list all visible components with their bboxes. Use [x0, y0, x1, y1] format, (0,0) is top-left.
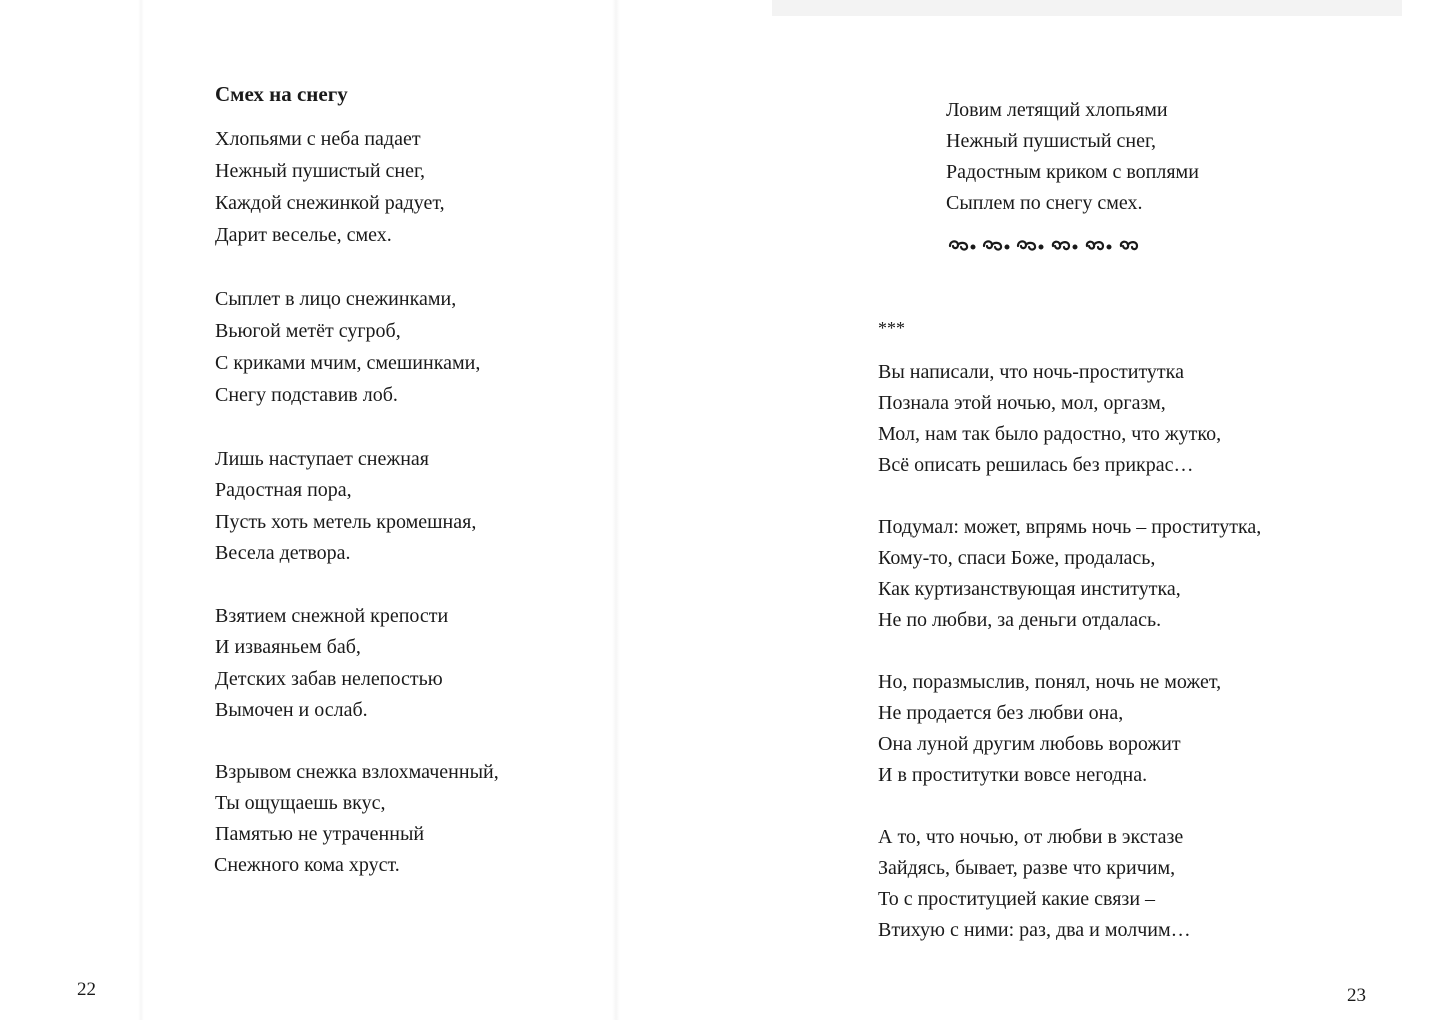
page-number-left: 22	[77, 979, 96, 1000]
poem-line: Радостным криком с воплями	[946, 161, 1199, 183]
poem-line: Ловим летящий хлопьями	[946, 99, 1168, 121]
poem-line: Вьюгой метёт сугроб,	[215, 320, 401, 342]
poem-line: Нежный пушистый снег,	[946, 130, 1156, 152]
poem-line: Не продается без любви она,	[878, 702, 1124, 724]
poem-line: Нежный пушистый снег,	[215, 160, 425, 182]
spine-shadow	[612, 0, 620, 1020]
poem-line: И в проститутки вовсе негодна.	[878, 764, 1148, 786]
poem-line: Радостная пора,	[215, 479, 352, 501]
poem-line: Каждой снежинкой радует,	[215, 192, 445, 214]
page-edge-shadow	[138, 0, 144, 1020]
poem-line: Всё описать решилась без прикрас…	[878, 454, 1194, 476]
poem-line: Она луной другим любовь ворожит	[878, 733, 1181, 755]
poem-line: Взрывом снежка взлохмаченный,	[215, 761, 499, 783]
poem-line: Пусть хоть метель кромешная,	[215, 511, 477, 533]
poem-line: Как куртизанствующая институтка,	[878, 578, 1181, 600]
poem-line: Взятием снежной крепости	[215, 605, 449, 627]
poem-line: Ты ощущаешь вкус,	[215, 792, 386, 814]
poem-line: Но, поразмыслив, понял, ночь не может,	[878, 671, 1222, 693]
decorative-divider-icon	[946, 234, 1156, 256]
poem-line: Сыплем по снегу смех.	[946, 192, 1143, 214]
poem-line: Познала этой ночью, мол, оргазм,	[878, 392, 1166, 414]
poem-line: И изваяньем баб,	[215, 636, 361, 658]
poem-line: Зайдясь, бывает, разве что кричим,	[878, 857, 1176, 879]
poem-line: Втихую с ними: раз, два и молчим…	[878, 919, 1191, 941]
poem-line: Детских забав нелепостью	[215, 668, 443, 690]
poem-line: Снегу подставив лоб.	[215, 384, 398, 406]
poem-line: Лишь наступает снежная	[215, 448, 429, 470]
page-number-right: 23	[1347, 985, 1366, 1006]
poem-line: С криками мчим, смешинками,	[215, 352, 481, 374]
poem-line: Подумал: может, впрямь ночь – проститутка,	[878, 516, 1262, 538]
poem-line: Мол, нам так было радостно, что жутко,	[878, 423, 1222, 445]
poem-line: Снежного кома хруст.	[214, 854, 400, 876]
poem-line: Дарит веселье, смех.	[215, 224, 392, 246]
poem-line: Весела детвора.	[215, 542, 351, 564]
section-separator: ***	[878, 318, 905, 338]
poem-line: Вы написали, что ночь-проститутка	[878, 361, 1184, 383]
poem-line: Сыплет в лицо снежинками,	[215, 288, 457, 310]
poem-line: Вымочен и ослаб.	[215, 699, 368, 721]
scan-top-band	[772, 0, 1402, 16]
poem-line: Памятью не утраченный	[215, 823, 425, 845]
swirl-left-icon	[950, 241, 974, 249]
poem-line: Не по любви, за деньги отдалась.	[878, 609, 1162, 631]
poem-title: Смех на снегу	[215, 82, 348, 106]
poem-line: То с проституцией какие связи –	[878, 888, 1156, 910]
poem-line: Хлопьями с неба падает	[215, 128, 421, 150]
poem-line: Кому-то, спаси Боже, продалась,	[878, 547, 1156, 569]
poem-line: А то, что ночью, от любви в экстазе	[878, 826, 1184, 848]
